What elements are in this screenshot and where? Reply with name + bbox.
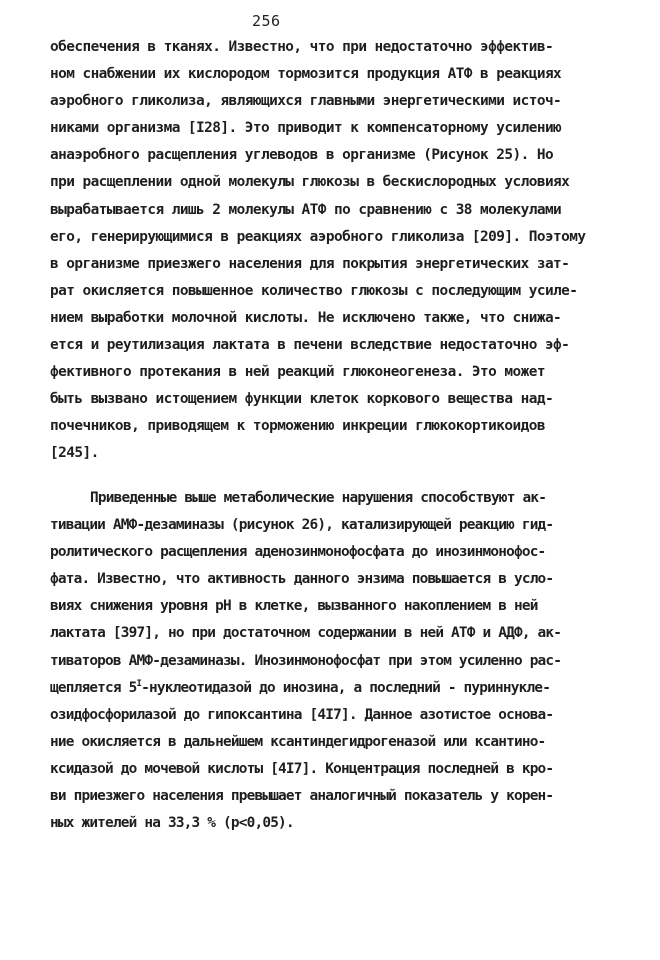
text-line: анаэробного расщепления углеводов в организме (Рисунок 25). Но <box>50 147 554 164</box>
text-line: никами организма [I28]. Это приводит к компенсаторному усилению <box>50 120 562 137</box>
text-line: рат окисляется повышенное количество глюкозы с последующим усиле- <box>50 282 578 299</box>
text-line: фективного протекания в ней реакций глюконеогенеза. Это может <box>50 364 545 381</box>
text-line: ксидазой до мочевой кислоты [4I7]. Концентрация последней в кро- <box>50 760 554 777</box>
text-line: фата. Известно, что активность данного энзима повышается в усло- <box>50 571 554 588</box>
text-line: обеспечения в тканях. Известно, что при недостаточно эффектив- <box>50 39 554 55</box>
text-line: нием выработки молочной кислоты. Не исключено также, что снижа- <box>50 309 562 326</box>
text-line: почечников, приводящем к торможению инкреции глюкокортикоидов <box>50 418 545 435</box>
text-line: в организме приезжего населения для покрытия энергетических зат- <box>50 255 570 272</box>
text-line: ролитического расщепления аденозинмонофосфата до инозинмонофос- <box>50 544 546 561</box>
text-line: ви приезжего населения превышает аналогичный показатель у корен- <box>50 788 554 805</box>
superscript: I <box>136 678 142 689</box>
page-number: 256 <box>252 12 281 30</box>
paragraph-2 <box>50 485 620 837</box>
text-line: при расщеплении одной молекулы глюкозы в бескислородных условиях <box>50 174 570 191</box>
text-line: ных жителей на 33,3 % (p<0,05). <box>50 815 294 832</box>
text-line: вырабатывается лишь 2 молекулы АТФ по сравнению с 38 молекулами <box>50 201 562 218</box>
text-line: ется и реутилизация лактата в печени вследствие недостаточно эф- <box>50 337 570 354</box>
text-fragment: -нуклеотидазой до инозина, а последний - пуриннукле- <box>141 679 551 696</box>
text-line: аэробного гликолиза, являющихся главными энергетическими источ- <box>50 93 562 110</box>
text-line: быть вызвано истощением функции клеток коркового вещества над- <box>50 391 554 408</box>
text-line: [245]. <box>50 445 99 462</box>
text-line: ние окисляется в дальнейшем ксантиндегидрогеназой или ксантино- <box>50 733 546 750</box>
text-line: его, генерирующимися в реакциях аэробного гликолиза [209]. Поэтому <box>50 228 586 245</box>
text-line-with-superscript <box>50 675 620 702</box>
text-line: ном снабжении их кислородом тормозится продукция АТФ в реакциях <box>50 66 562 83</box>
text-line: виях снижения уровня pH в клетке, вызванного накоплением в ней <box>50 598 538 615</box>
text-fragment: щепляется 5 <box>50 679 137 696</box>
text-line: лактата [397], но при достаточном содержании в ней АТФ и АДФ, ак- <box>50 625 562 642</box>
text-line: тиваторов АМФ-дезаминазы. Инозинмонофосфат при этом усиленно рас- <box>50 652 562 669</box>
text-line: озидфосфорилазой до гипоксантина [4I7]. Данное азотистое основа- <box>50 706 554 723</box>
text-line: Приведенные выше метаболические нарушения способствуют ак- <box>90 490 547 506</box>
text-line: тивации АМФ-дезаминазы (рисунок 26), катализирующей реакцию гид- <box>50 517 554 534</box>
paragraph-1 <box>50 34 620 468</box>
